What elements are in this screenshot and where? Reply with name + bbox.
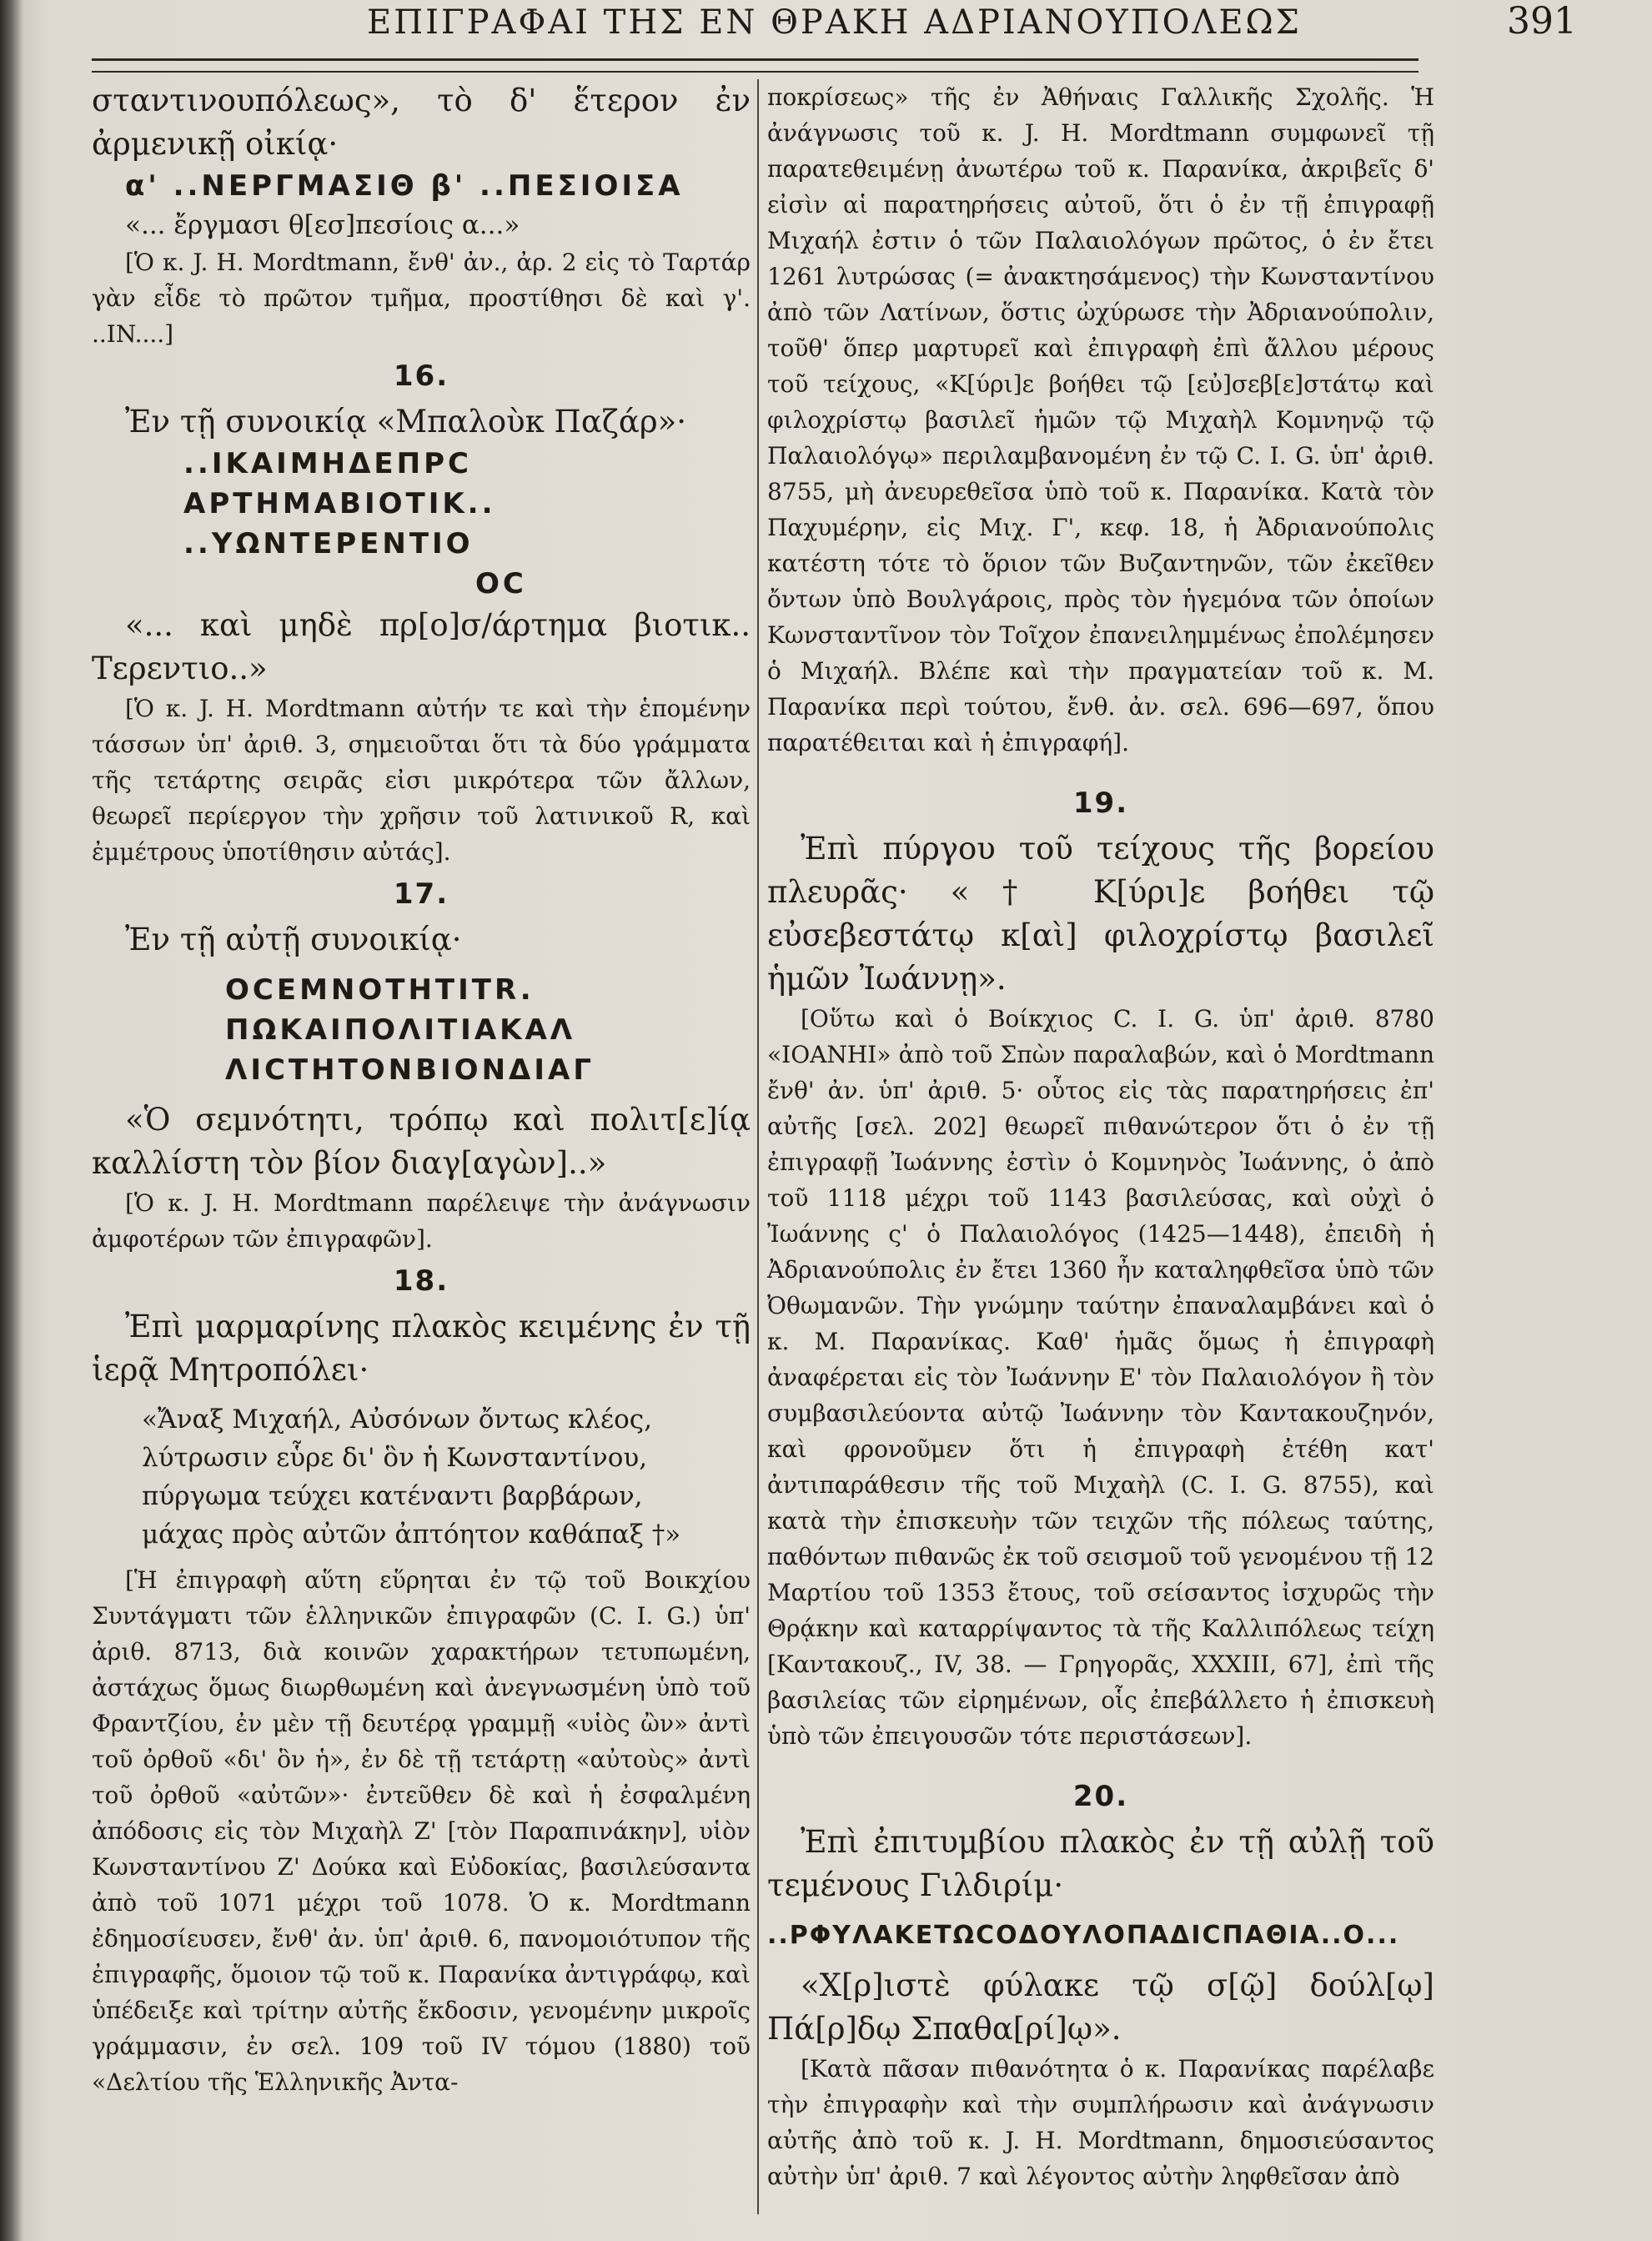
section-number: 18. <box>393 1264 449 1298</box>
section-heading: Ἐπὶ ἐπιτυμβίου πλακὸς ἐν τῇ αὐλῇ τοῦ τεμένους Γιλδιρίμ· <box>767 1824 1434 1903</box>
reading: «... καὶ μηδὲ πρ[ο]σ/άρτημα βιοτικ.. Τερεντιο..» <box>92 607 751 686</box>
left-column <box>92 79 751 2100</box>
note: [Κατὰ πᾶσαν πιθανότητα ὁ κ. Παρανίκας παρέλαβε τὴν ἐπιγραφὴν καὶ τὴν συμπλήρωσιν καὶ ἀνάγνωσιν αὐτῆς ἀπὸ τοῦ κ. J. H. Mordtmann, δημοσιεύσαντος αὐτὴν ὑπ' ἀριθ. 7 καὶ λέγοντος αὐτὴν ληφθεῖσαν ἀπὸ <box>767 2055 1434 2190</box>
note: [Ὁ κ. J. H. Mordtmann, ἔνθ' ἀν., ἀρ. 2 εἰς τὸ Ταρτάρ γὰν εἶδε τὸ πρῶτον τμῆμα, προστίθησι δὲ καὶ γ'. ..IN....] <box>92 249 751 348</box>
section-heading: Ἐπὶ μαρμαρίνης πλακὸς κειμένης ἐν τῇ ἱερᾷ Μητροπόλει· <box>92 1309 751 1388</box>
note: [Οὕτω καὶ ὁ Βοίκχιος C. I. G. ὑπ' ἀριθ. 8780 «ΙΟΑΝΗΙ» ἀπὸ τοῦ Σπὼν παραλαβών, καὶ ὁ Mordtmann ἔνθ' ἀν. ὑπ' ἀριθ. 5· οὗτος εἰς τὰς παρατηρήσεις ἐπ' αὐτῆς [σελ. 202] θεωρεῖ πιθανώτερον ὅτι ὁ ἐν τῇ ἐπιγραφῇ Ἰωάννης ἐστὶν ὁ Κομνηνὸς Ἰωάννης, ὁ ἀπὸ τοῦ 1118 μέχρι τοῦ 1143 βασιλεύσας, καὶ οὐχὶ ὁ Ἰωάννης ς' ὁ Παλαιολόγος (1425—1448), ἐπειδὴ ἡ Ἀδριανούπολις ἐν ἔτει 1360 ἦν καταληφθεῖσα ὑπὸ τῶν Ὀθωμανῶν. Τὴν γνώμην ταύτην ἐπαναλαμβάνει καὶ ὁ κ. Μ. Παρανίκας. Καθ' ἡμᾶς ὅμως ἡ ἐπιγραφὴ ἀναφέρεται εἰς τὸν Ἰωάννην Ε' τὸν Παλαιολόγον ἢ τὸν συμβασιλεύοντα αὐτῷ Ἰωάννην τὸν Καντακουζηνόν, καὶ φρονοῦμεν ὅτι ἡ ἐπιγραφὴ ἐτέθη κατ' ἀντιπαράθεσιν τῆς τοῦ Μιχαὴλ (C. I. G. 8755), καὶ κατὰ τὴν ἐπισκευὴν τῶν τειχῶν τῆς πόλεως ταύτης, παθόντων πιθανῶς ἐκ τοῦ σεισμοῦ τοῦ γενομένου τῇ 12 Μαρτίου τοῦ 1353 ἔτους, τοῦ σείσαντος ἰσχυρῶς τὴν Θρᾴκην καὶ καταρρίψαντος τὰ τῆς Καλλιπόλεως τείχη [Καντακουζ., IV, 38. — Γρηγορᾶς, XXXIII, 67], ἐπὶ τῆς βασιλείας τῶν εἰρημένων, οἷς ἐπεβάλλετο ἡ ἐπισκευὴ ὑπὸ τῶν ἐπειγουσῶν τότε περιστάσεων]. <box>767 1005 1434 1750</box>
section-number: 16. <box>393 359 449 393</box>
section-number: 17. <box>393 877 449 911</box>
section-number: 20. <box>1072 1780 1129 1813</box>
inscription-line: ΠΩΚΑΙΠΟΛΙΤΙΑΚΑΛ <box>225 1013 576 1047</box>
inscription-line: α' ..ΝΕΡΓΜΑΣΙΘ β' ..ΠΕΣΙΟΙΣΑ <box>125 169 684 203</box>
inscription-line: ΛΙCΤΗΤΟΝΒΙΟΝΔΙΑΓ <box>225 1053 595 1087</box>
section-heading: Ἐν τῇ αὐτῇ συνοικίᾳ· <box>125 922 462 957</box>
note: [Ὁ κ. J. H. Mordtmann αὐτήν τε καὶ τὴν ἑπομένην τάσσων ὑπ' ἀριθ. 3, σημειοῦται ὅτι τὰ δύο γράμματα τῆς τετάρτης σειρᾶς εἰσι μικρότερα τῶν ἄλλων, θεωρεῖ περίεργον τὴν χρῆσιν τοῦ λατινικοῦ R, καὶ ἐμμέτρους ὑποτίθησιν αὐτάς]. <box>92 695 751 866</box>
header-rule <box>92 58 1419 73</box>
verse-line: πύργωμα τεύχει κατέναντι βαρβάρων, <box>142 1481 643 1511</box>
inscription-line: ..ΡΦΥΛΑΚΕΤΩCΟΔΟΥΛΟΠΑΔΙCΠΑΘΙΑ..Ο... <box>767 1921 1400 1950</box>
page-number: 391 <box>1507 0 1577 43</box>
note: [Ἡ ἐπιγραφὴ αὕτη εὕρηται ἐν τῷ τοῦ Βοικχίου Συντάγματι τῶν ἑλληνικῶν ἐπιγραφῶν (C. I. G.) ὑπ' ἀριθ. 8713, διὰ κοινῶν χαρακτήρων τετυπωμένη, ἀστάχως ὅμως διωρθωμένη καὶ ἀνεγνωσμένη ὑπὸ τοῦ Φραντζίου, ἐν μὲν τῇ δευτέρᾳ γραμμῇ «υἱὸς ὢν» ἀντὶ τοῦ ὀρθοῦ «δι' ὃν ἡ», ἐν δὲ τῇ τετάρτῃ «αὐτοὺς» ἀντὶ τοῦ ὀρθοῦ «αὐτῶν»· ἐντεῦθεν δὲ καὶ ἡ ἐσφαλμένη ἀπόδοσις εἰς τὸν Μιχαὴλ Ζ' [τὸν Παραπινάκην], υἱὸν Κωνσταντίνου Ζ' Δούκα καὶ Εὐδοκίας, βασιλεύσαντα ἀπὸ τοῦ 1071 μέχρι τοῦ 1078. Ὁ κ. Mordtmann ἐδημοσίευσεν, ἔνθ' ἀν. ὑπ' ἀριθ. 6, πανομοιότυπον τῆς ἐπιγραφῆς, ὅμοιον τῷ τοῦ κ. Παρανίκα ἀντιγράφῳ, καὶ ὑπέδειξε καὶ τρίτην αὐτῆς ἔκδοσιν, γενομένην μικροῖς γράμμασιν, ἐν σελ. 109 τοῦ IV τόμου (1880) τοῦ «Δελτίου τῆς Ἑλληνικῆς Ἀντα- <box>92 1566 751 2096</box>
running-title: ΕΠΙΓΡΑΦΑΙ ΤΗΣ ΕΝ ΘΡΑΚΗ ΑΔΡΙΑΝΟΥΠΟΛΕΩΣ <box>367 3 1302 42</box>
inscription-line: ..ΙΚΑΙΜΗΔΕΠΡC <box>183 447 472 480</box>
right-column <box>767 79 1434 2194</box>
paragraph: σταντινουπόλεως», τὸ δ' ἕτερον ἐν ἀρμενικῇ οἰκίᾳ· <box>92 83 751 162</box>
verse-line: μάχας πρὸς αὐτῶν ἀπτόητον καθάπαξ †» <box>142 1520 681 1550</box>
page-header <box>92 0 1602 58</box>
inscription-line: ..ΥΩΝΤΕΡΕΝΤΙΟ <box>183 527 474 560</box>
column-divider <box>757 79 759 2214</box>
section-heading: Ἐπὶ πύργου τοῦ τείχους τῆς βορείου πλευρᾶς· «† Κ[ύρι]ε βοήθει τῷ εὐσεβεστάτῳ κ[αὶ] φιλοχρίστῳ βασιλεῖ ἡμῶν Ἰωάννῃ». <box>767 831 1434 997</box>
section-number: 19. <box>1072 786 1129 820</box>
section-heading: Ἐν τῇ συνοικίᾳ «Μπαλοὺκ Παζάρ»· <box>125 404 686 440</box>
reading: «Ὁ σεμνότητι, τρόπῳ καὶ πολιτ[ε]ίᾳ καλλίστη τὸν βίον διαγ[αγὼν]..» <box>92 1102 751 1181</box>
verse-line: «Ἄναξ Μιχαήλ, Αὐσόνων ὄντως κλέος, <box>142 1404 652 1435</box>
verse-line: λύτρωσιν εὗρε δι' ὃν ἡ Κωνσταντίνου, <box>142 1443 648 1473</box>
reading: «... ἔργμασι θ[εσ]πεσίοις α...» <box>125 210 520 240</box>
inscription-line: ΟC <box>475 567 527 600</box>
reading: «Χ[ρ]ιστὲ φύλακε τῷ σ[ῷ] δούλ[ῳ] Πά[ρ]δῳ Σπαθα[ρί]ῳ». <box>767 1967 1434 2047</box>
inscription-line: ΟCΕΜΝΟΤΗΤΙΤR. <box>225 973 535 1007</box>
inscription-line: ΑΡΤΗΜΑΒΙΟΤΙΚ.. <box>183 487 496 520</box>
note: ποκρίσεως» τῆς ἐν Ἀθήναις Γαλλικῆς Σχολῆς. Ἡ ἀνάγνωσις τοῦ κ. J. H. Mordtmann συμφωνεῖ τῇ παρατεθειμένῃ ἀνωτέρω τοῦ κ. Παρανίκα, ἀκριβεῖς δ' εἰσὶν αἱ παρατηρήσεις αὐτοῦ, ὅτι ὁ ἐν τῇ ἐπιγραφῇ Μιχαήλ ἐστιν ὁ τῶν Παλαιολόγων πρῶτος, ὁ ἐν ἔτει 1261 λυτρώσας (= ἀνακτησάμενος) τὴν Κωνσταντίνου ἀπὸ τῶν Λατίνων, ὅστις ὠχύρωσε τὴν Ἀδριανούπολιν, τοῦθ' ὅπερ μαρτυρεῖ καὶ ἐπιγραφὴ ἐπὶ ἄλλου μέρους τοῦ τείχους, «Κ[ύρι]ε βοήθει τῷ [εὐ]σεβ[ε]στάτῳ καὶ φιλοχρίστῳ βασιλεῖ ἡμῶν τῷ Μιχαὴλ Κομνηνῷ τῷ Παλαιολόγῳ» περιλαμβανομένη ἐν τῷ C. I. G. ὑπ' ἀριθ. 8755, μὴ ἀνευρεθεῖσα ὑπὸ τοῦ κ. Παρανίκα. Κατὰ τὸν Παχυμέρην, εἰς Μιχ. Γ', κεφ. 18, ἡ Ἀδριανούπολις κατέστη τότε τὸ ὅριον τῶν Βυζαντηνῶν, τῶν ἐκεῖθεν ὄντων ὑπὸ Βουλγάροις, πρὸς τὸν ἡγεμόνα τῶν ὁποίων Κωνσταντῖνον τὸν Τοῖχον ἐπανειλημμένως ἐπολέμησεν ὁ Μιχαήλ. Βλέπε καὶ τὴν πραγματείαν τοῦ κ. Μ. Παρανίκα περὶ τούτου, ἔνθ. ἀν. σελ. 696—697, ὅπου παρατέθειται καὶ ἡ ἐπιγραφή]. <box>767 83 1434 756</box>
note: [Ὁ κ. J. H. Mordtmann παρέλειψε τὴν ἀνάγνωσιν ἀμφοτέρων τῶν ἐπιγραφῶν]. <box>92 1189 751 1253</box>
